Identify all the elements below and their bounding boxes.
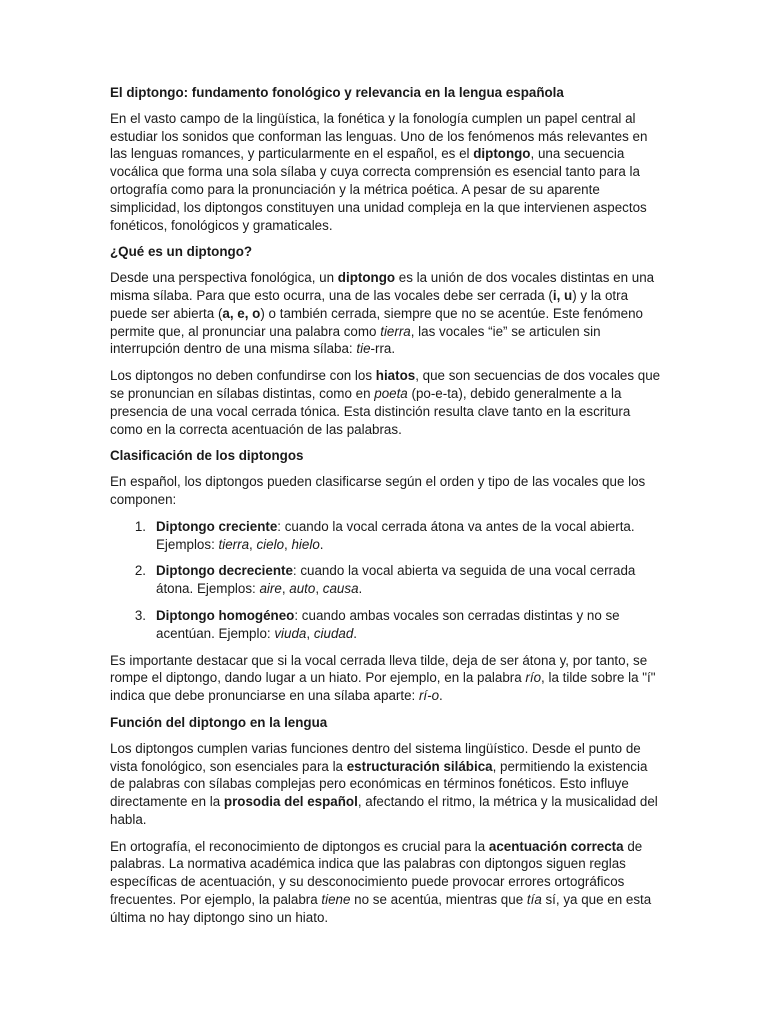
orthography-paragraph xyxy=(110,838,662,927)
list-item xyxy=(110,518,662,554)
note-italic-ri-o: rí-o xyxy=(418,688,440,704)
function-bold-structure: estructuración silábica xyxy=(346,758,493,774)
list-item-text xyxy=(156,607,662,643)
function-text-2: , permitiendo la existencia de palabras con sílabas complejas pero económicas en términos fonéticos. Esto influye directamente en la xyxy=(110,758,648,810)
function-text-1: Los diptongos cumplen varias funciones dentro del sistema lingüístico. Desde el punto de vista fonológico, son esenciales para la xyxy=(110,740,641,774)
ortho-italic-tiene: tiene xyxy=(321,892,351,908)
list-separator: , xyxy=(306,625,314,641)
hiatos-text-2: , que son secuencias de dos vocales que se pronuncian en sílabas distintas, como en xyxy=(110,368,661,401)
definition-bold-closed-vowels: i, u xyxy=(552,287,573,303)
ortho-text-3: no se acentúa, mientras que xyxy=(350,892,527,908)
list-number: 3. xyxy=(134,607,146,623)
definition-text-4: ) o también cerrada, siempre que no se acentúe. Este fenómeno permite que, al pronunciar una palabra como xyxy=(110,305,643,339)
ortho-text-1: En ortografía, el reconocimiento de diptongos es crucial para la xyxy=(110,838,489,854)
intro-text-1: En el vasto campo de la lingüística, la fonética y la fonología cumplen un papel central al estudiar los sonidos que conforman las lenguas. Uno de los fenómenos más relevantes en las lenguas romances, y particularmente en el español, es el xyxy=(110,110,648,162)
list-item-term: Diptongo creciente xyxy=(156,518,278,534)
definition-italic-tie: tie xyxy=(356,341,371,357)
hiatos-text-3: (po-e-ta), debido generalmente a la presencia de una vocal cerrada tónica. Esta distinción resulta clave tanto en la escritura como en la correcta acentuación de las palabras. xyxy=(110,385,631,437)
section-heading-function: Función del diptongo en la lengua xyxy=(110,714,328,730)
list-end: . xyxy=(358,581,363,597)
list-example: aire xyxy=(259,581,282,597)
intro-text-2: , una secuencia vocálica que forma una sola sílaba y cuya correcta comprensión es esencial tanto para la ortografía como para la pronunciación y la métrica poética. A pesar de su aparente simplicidad, los diptongos constituyen una unidad compleja en la que intervienen aspectos fonéticos, fonológicos y gramaticales. xyxy=(110,146,647,233)
definition-text-1: Desde una perspectiva fonológica, un xyxy=(110,270,338,286)
definition-text-2: es la unión de dos vocales distintas en una misma sílaba. Para que esto ocurra, una de las vocales debe ser cerrada ( xyxy=(110,270,655,303)
definition-text-3: ) y la otra puede ser abierta ( xyxy=(110,287,629,321)
list-number: 1. xyxy=(134,518,146,534)
note-text-1: Es importante destacar que si la vocal cerrada lleva tilde, deja de ser átona y, por tanto, se rompe el diptongo, dando lugar a un hiato. Por ejemplo, en la palabra xyxy=(110,652,648,686)
list-end: . xyxy=(353,625,358,641)
list-item-desc: : cuando la vocal abierta va seguida de una vocal cerrada átona. Ejemplos: xyxy=(156,563,636,597)
ortho-text-4: sí, ya que en esta última no hay diptongo sino un hiato. xyxy=(110,892,652,925)
document-title: El diptongo: fundamento fonológico y relevancia en la lengua española xyxy=(110,85,564,100)
list-item xyxy=(110,607,662,643)
list-item-text xyxy=(156,562,662,598)
hiatos-paragraph xyxy=(110,367,662,438)
hiatos-text-1: Los diptongos no deben confundirse con los xyxy=(110,368,376,384)
function-paragraph xyxy=(110,740,662,829)
list-example: tierra xyxy=(218,536,250,552)
section-heading-what-is: ¿Qué es un diptongo? xyxy=(110,244,253,260)
definition-bold-diptongo: diptongo xyxy=(337,270,396,286)
list-separator: , xyxy=(284,536,292,552)
function-text-3: , afectando el ritmo, la métrica y la musicalidad del habla. xyxy=(110,794,658,827)
definition-text-6: -rra. xyxy=(370,341,396,357)
list-separator: , xyxy=(315,581,323,597)
intro-paragraph xyxy=(110,110,662,235)
list-example: viuda xyxy=(274,625,307,641)
list-item xyxy=(110,562,662,598)
list-example: cielo xyxy=(256,536,285,552)
list-item-text xyxy=(156,518,662,554)
note-text-2: , la tilde sobre la "í" indica que debe pronunciarse en una sílaba aparte: xyxy=(110,670,656,704)
list-example: hielo xyxy=(291,536,320,552)
document-page xyxy=(110,84,662,936)
ortho-bold-accent: acentuación correcta xyxy=(488,838,624,854)
list-separator: , xyxy=(249,536,257,552)
definition-paragraph xyxy=(110,269,662,358)
definition-italic-tierra: tierra xyxy=(380,323,411,339)
list-number: 2. xyxy=(134,563,146,579)
classification-list xyxy=(110,518,662,643)
hiatos-bold: hiatos xyxy=(375,368,416,384)
ortho-italic-tia: tía xyxy=(526,892,542,908)
note-text-3: . xyxy=(439,688,443,704)
classification-intro: En español, los diptongos pueden clasificarse según el orden y tipo de las vocales que los componen: xyxy=(110,474,646,507)
tilde-note-paragraph xyxy=(110,652,662,705)
definition-bold-open-vowels: a, e, o xyxy=(222,305,261,321)
ortho-text-2: de palabras. La normativa académica indica que las palabras con diptongos siguen reglas específicas de acentuación, y su desconocimiento puede provocar errores ortográficos frecuentes. Por ejemplo, la palabra xyxy=(110,838,643,908)
function-bold-prosody: prosodia del español xyxy=(223,794,358,810)
note-italic-rio: río xyxy=(525,670,542,686)
list-example: auto xyxy=(289,581,316,597)
list-example: causa xyxy=(322,581,359,597)
list-separator: , xyxy=(281,581,290,597)
section-heading-classification: Clasificación de los diptongos xyxy=(110,448,304,464)
list-item-term: Diptongo homogéneo xyxy=(156,607,295,623)
list-item-term: Diptongo decreciente xyxy=(156,563,293,579)
definition-text-5: , las vocales “ie” se articulen sin interrupción dentro de una misma sílaba: xyxy=(110,323,601,357)
list-example: ciudad xyxy=(313,625,354,641)
intro-bold-diptongo: diptongo xyxy=(473,146,531,162)
list-item-desc: : cuando la vocal cerrada átona va antes de la vocal abierta. Ejemplos: xyxy=(156,518,635,552)
list-end: . xyxy=(319,536,324,552)
list-item-desc: : cuando ambas vocales son cerradas distintas y no se acentúan. Ejemplo: xyxy=(156,607,620,641)
hiatos-italic-poeta: poeta xyxy=(374,385,408,401)
